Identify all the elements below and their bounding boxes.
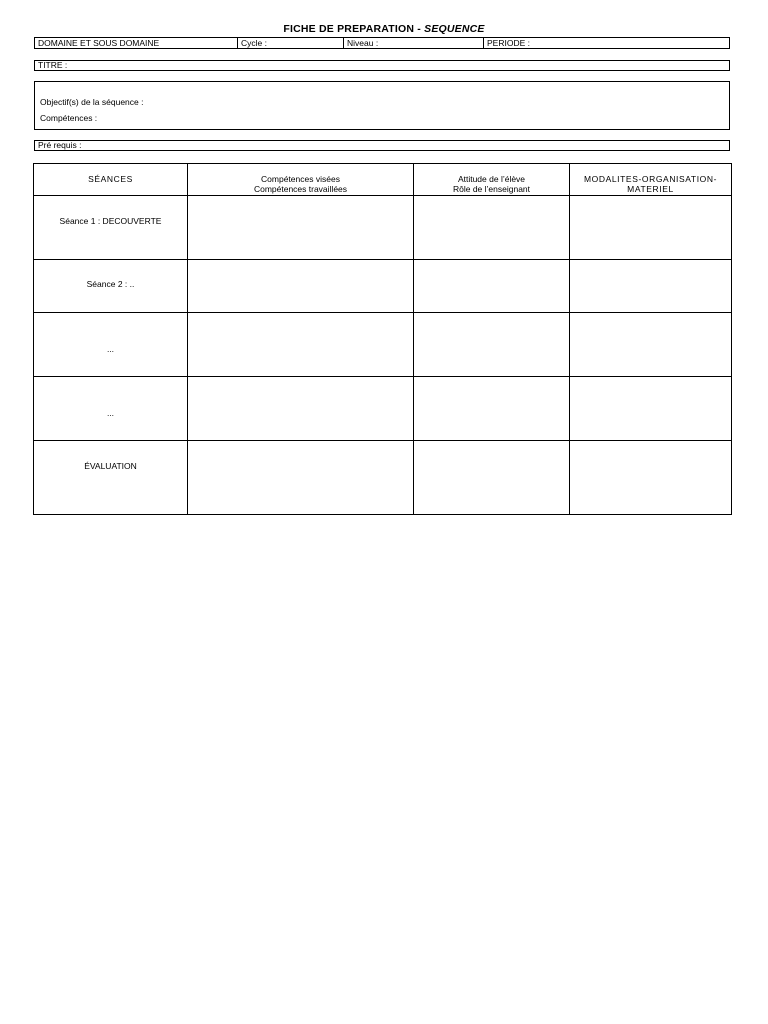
cycle-label: Cycle : — [241, 38, 267, 48]
table-cell[interactable] — [188, 196, 414, 260]
table-row — [34, 313, 732, 377]
header-attitude-line2: Rôle de l’enseignant — [452, 184, 531, 194]
row-label: ... — [34, 313, 188, 377]
title-emphasis: SEQUENCE — [424, 23, 485, 35]
header-modalites-line2: MATERIEL — [627, 184, 674, 194]
periode-label: PERIODE : — [487, 38, 530, 48]
table-cell[interactable] — [570, 313, 732, 377]
header-competences — [188, 164, 414, 196]
table-cell[interactable] — [570, 377, 732, 441]
objectifs-section[interactable] — [34, 81, 730, 130]
table-cell[interactable] — [414, 260, 570, 313]
table-cell[interactable] — [570, 441, 732, 515]
header-seances-line1: SÉANCES — [88, 174, 133, 184]
table-row — [34, 196, 732, 260]
row-label: Séance 2 : .. — [34, 260, 188, 313]
header-competences-line1: Compétences visées — [261, 174, 340, 184]
row-label: ... — [34, 377, 188, 441]
table-row — [34, 260, 732, 313]
title-separator: - — [417, 23, 421, 35]
table-cell[interactable] — [188, 377, 414, 441]
header-modalites-line1: MODALITES-ORGANISATION- — [583, 174, 718, 184]
row-label: Séance 1 : DECOUVERTE — [34, 196, 188, 260]
table-header-row — [34, 164, 732, 196]
header-attitude-line1: Attitude de l’élève — [457, 174, 526, 184]
table-cell[interactable] — [414, 313, 570, 377]
title-main: FICHE DE PREPARATION — [283, 23, 415, 35]
header-competences-line2: Compétences travaillées — [253, 184, 348, 194]
row-label: ÉVALUATION — [34, 441, 188, 515]
table-cell[interactable] — [570, 260, 732, 313]
table-cell[interactable] — [414, 441, 570, 515]
niveau-field[interactable] — [344, 38, 484, 48]
header-row — [34, 37, 730, 49]
page-title — [0, 23, 768, 35]
table-cell[interactable] — [188, 313, 414, 377]
cycle-field[interactable] — [238, 38, 344, 48]
competences-label: Compétences : — [40, 113, 98, 123]
table-cell[interactable] — [414, 196, 570, 260]
table-cell[interactable] — [188, 441, 414, 515]
table-cell[interactable] — [414, 377, 570, 441]
header-attitude — [414, 164, 570, 196]
table-row — [34, 441, 732, 515]
prerequis-field[interactable] — [34, 140, 730, 151]
table-row — [34, 377, 732, 441]
table-cell[interactable] — [570, 196, 732, 260]
titre-label: TITRE : — [38, 60, 68, 70]
domaine-field[interactable] — [35, 38, 238, 48]
niveau-label: Niveau : — [347, 38, 379, 48]
objectifs-label: Objectif(s) de la séquence : — [40, 97, 144, 107]
prerequis-label: Pré requis : — [38, 140, 82, 150]
seances-table — [33, 163, 732, 515]
header-seances — [34, 164, 188, 196]
titre-field[interactable] — [34, 60, 730, 71]
header-modalites — [570, 164, 732, 196]
periode-field[interactable] — [484, 38, 729, 48]
domaine-label: DOMAINE ET SOUS DOMAINE — [38, 38, 160, 48]
table-cell[interactable] — [188, 260, 414, 313]
